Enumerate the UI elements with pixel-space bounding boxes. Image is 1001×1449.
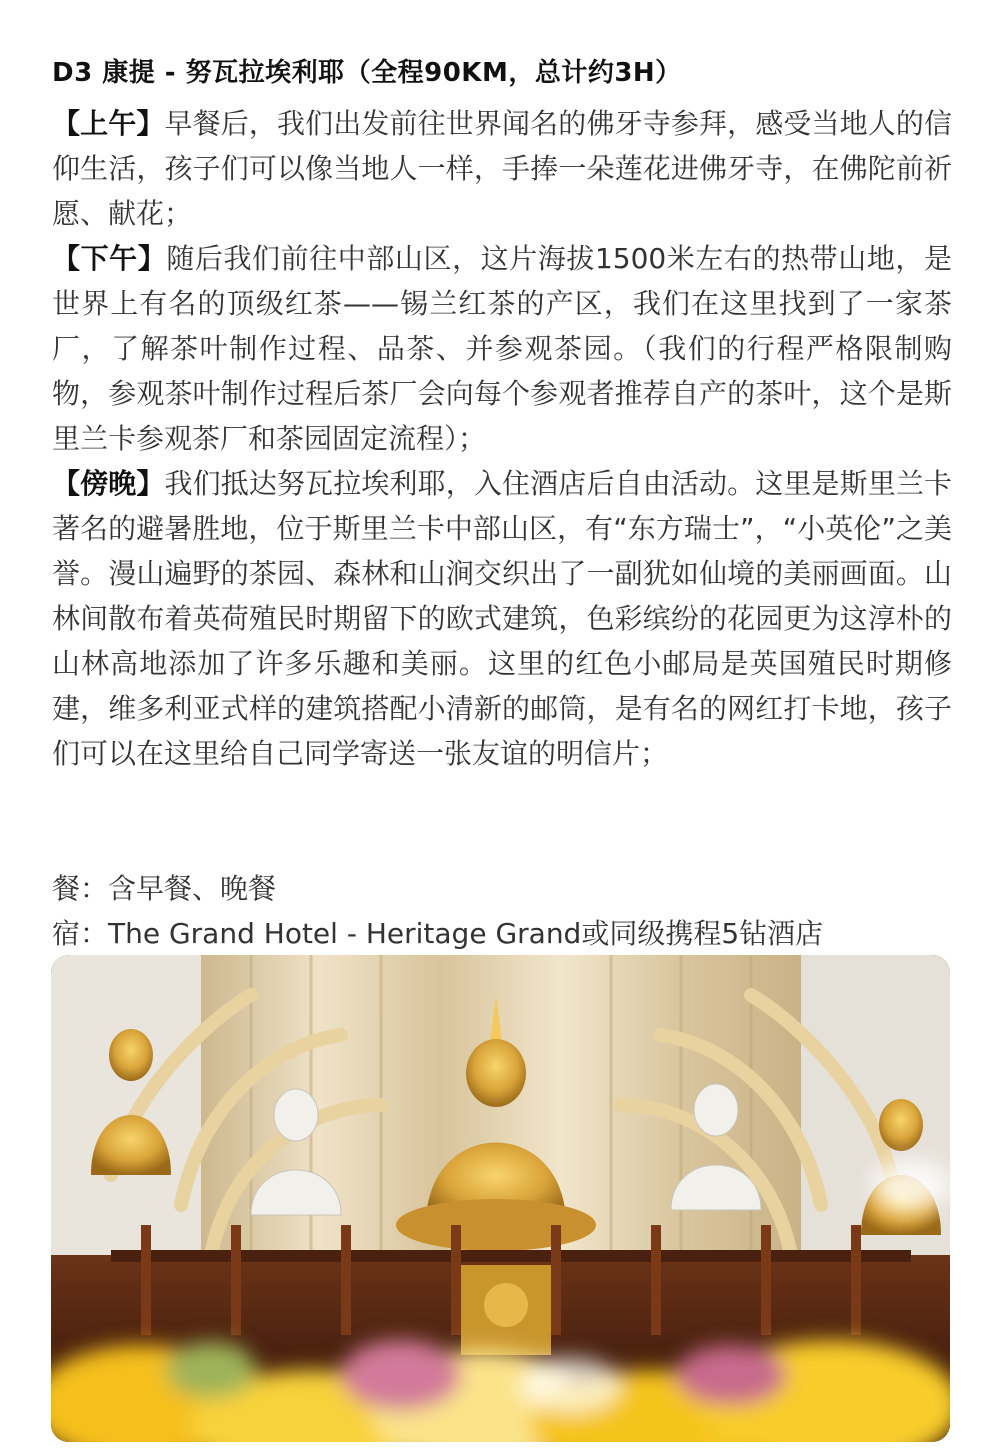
- day-title: D3 康提 - 努瓦拉埃利耶（全程90KM，总计约3H）: [52, 58, 682, 88]
- accommodation-info: 宿：The Grand Hotel - Heritage Grand或同级携程5钻酒店: [52, 917, 824, 950]
- evening-text: 我们抵达努瓦拉埃利耶，入住酒店后自由活动。这里是斯里兰卡著名的避暑胜地，位于斯里兰卡中部山区，有“东方瑞士”，“小英伦”之美誉。漫山遍野的茶园、森林和山涧交织出了一副犹如仙境的美丽画面。山林间散布着英荷殖民时期留下的欧式建筑，色彩缤纷的花园更为这淳朴的山林高地添加了许多乐趣和美丽。这里的红色小邮局是英国殖民时期修建，维多利亚式样的建筑搭配小清新的邮筒，是有名的网红打卡地，孩子们可以在这里给自己同学寄送一张友谊的明信片；: [52, 467, 952, 770]
- evening-section: [52, 461, 952, 776]
- morning-section: [52, 101, 952, 236]
- evening-label: 【傍晚】: [52, 467, 165, 500]
- afternoon-text: 随后我们前往中部山区，这片海拔1500米左右的热带山地，是世界上有名的顶级红茶——锡兰红茶的产区，我们在这里找到了一家茶厂，了解茶叶制作过程、品茶、并参观茶园。（我们的行程严格限制购物，参观茶叶制作过程后茶厂会向每个参观者推荐自产的茶叶，这个是斯里兰卡参观茶厂和茶园固定流程）；: [52, 242, 952, 455]
- morning-label: 【上午】: [52, 107, 165, 140]
- morning-text: 早餐后，我们出发前往世界闻名的佛牙寺参拜，感受当地人的信仰生活，孩子们可以像当地人一样，手捧一朵莲花进佛牙寺，在佛陀前祈愿、献花；: [52, 107, 952, 230]
- temple-buddha-shrine-photo: [51, 955, 950, 1442]
- meals-info: 餐：含早餐、晚餐: [52, 872, 277, 905]
- afternoon-section: [52, 236, 952, 461]
- afternoon-label: 【下午】: [52, 242, 167, 275]
